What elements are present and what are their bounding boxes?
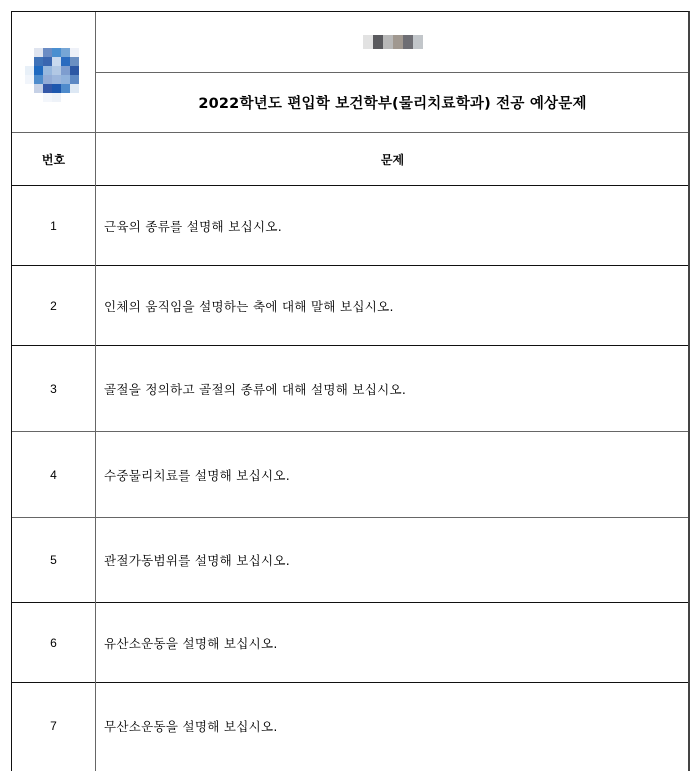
question-text: 근육의 종류를 설명해 보십시오. xyxy=(104,218,282,234)
question-text: 관절가동범위를 설명해 보십시오. xyxy=(104,553,291,568)
page-title: 2022학년도 편입학 보건학부(물리치료학과) 전공 예상문제 xyxy=(198,96,587,112)
question-number: 4 xyxy=(50,467,57,482)
school-name-redacted xyxy=(96,12,689,72)
question-number: 7 xyxy=(50,718,57,733)
question-text: 무산소운동을 설명해 보십시오. xyxy=(104,718,278,734)
question-text: 골절을 정의하고 골절의 종류에 대해 설명해 보십시오. xyxy=(104,381,407,397)
question-text: 수중물리치료를 설명해 보십시오. xyxy=(104,467,291,483)
question-number: 3 xyxy=(50,381,57,396)
question-number: 1 xyxy=(50,218,57,233)
school-logo-icon xyxy=(25,48,75,103)
question-number: 2 xyxy=(50,298,57,313)
question-text: 인체의 움직임을 설명하는 축에 대해 말해 보십시오. xyxy=(104,298,394,314)
column-header-number: 번호 xyxy=(41,152,66,167)
column-header-question: 문제 xyxy=(380,152,405,167)
question-number: 5 xyxy=(50,553,57,567)
question-text: 유산소운동을 설명해 보십시오. xyxy=(104,635,278,651)
exam-question-table xyxy=(11,11,690,771)
question-number: 6 xyxy=(50,635,57,650)
